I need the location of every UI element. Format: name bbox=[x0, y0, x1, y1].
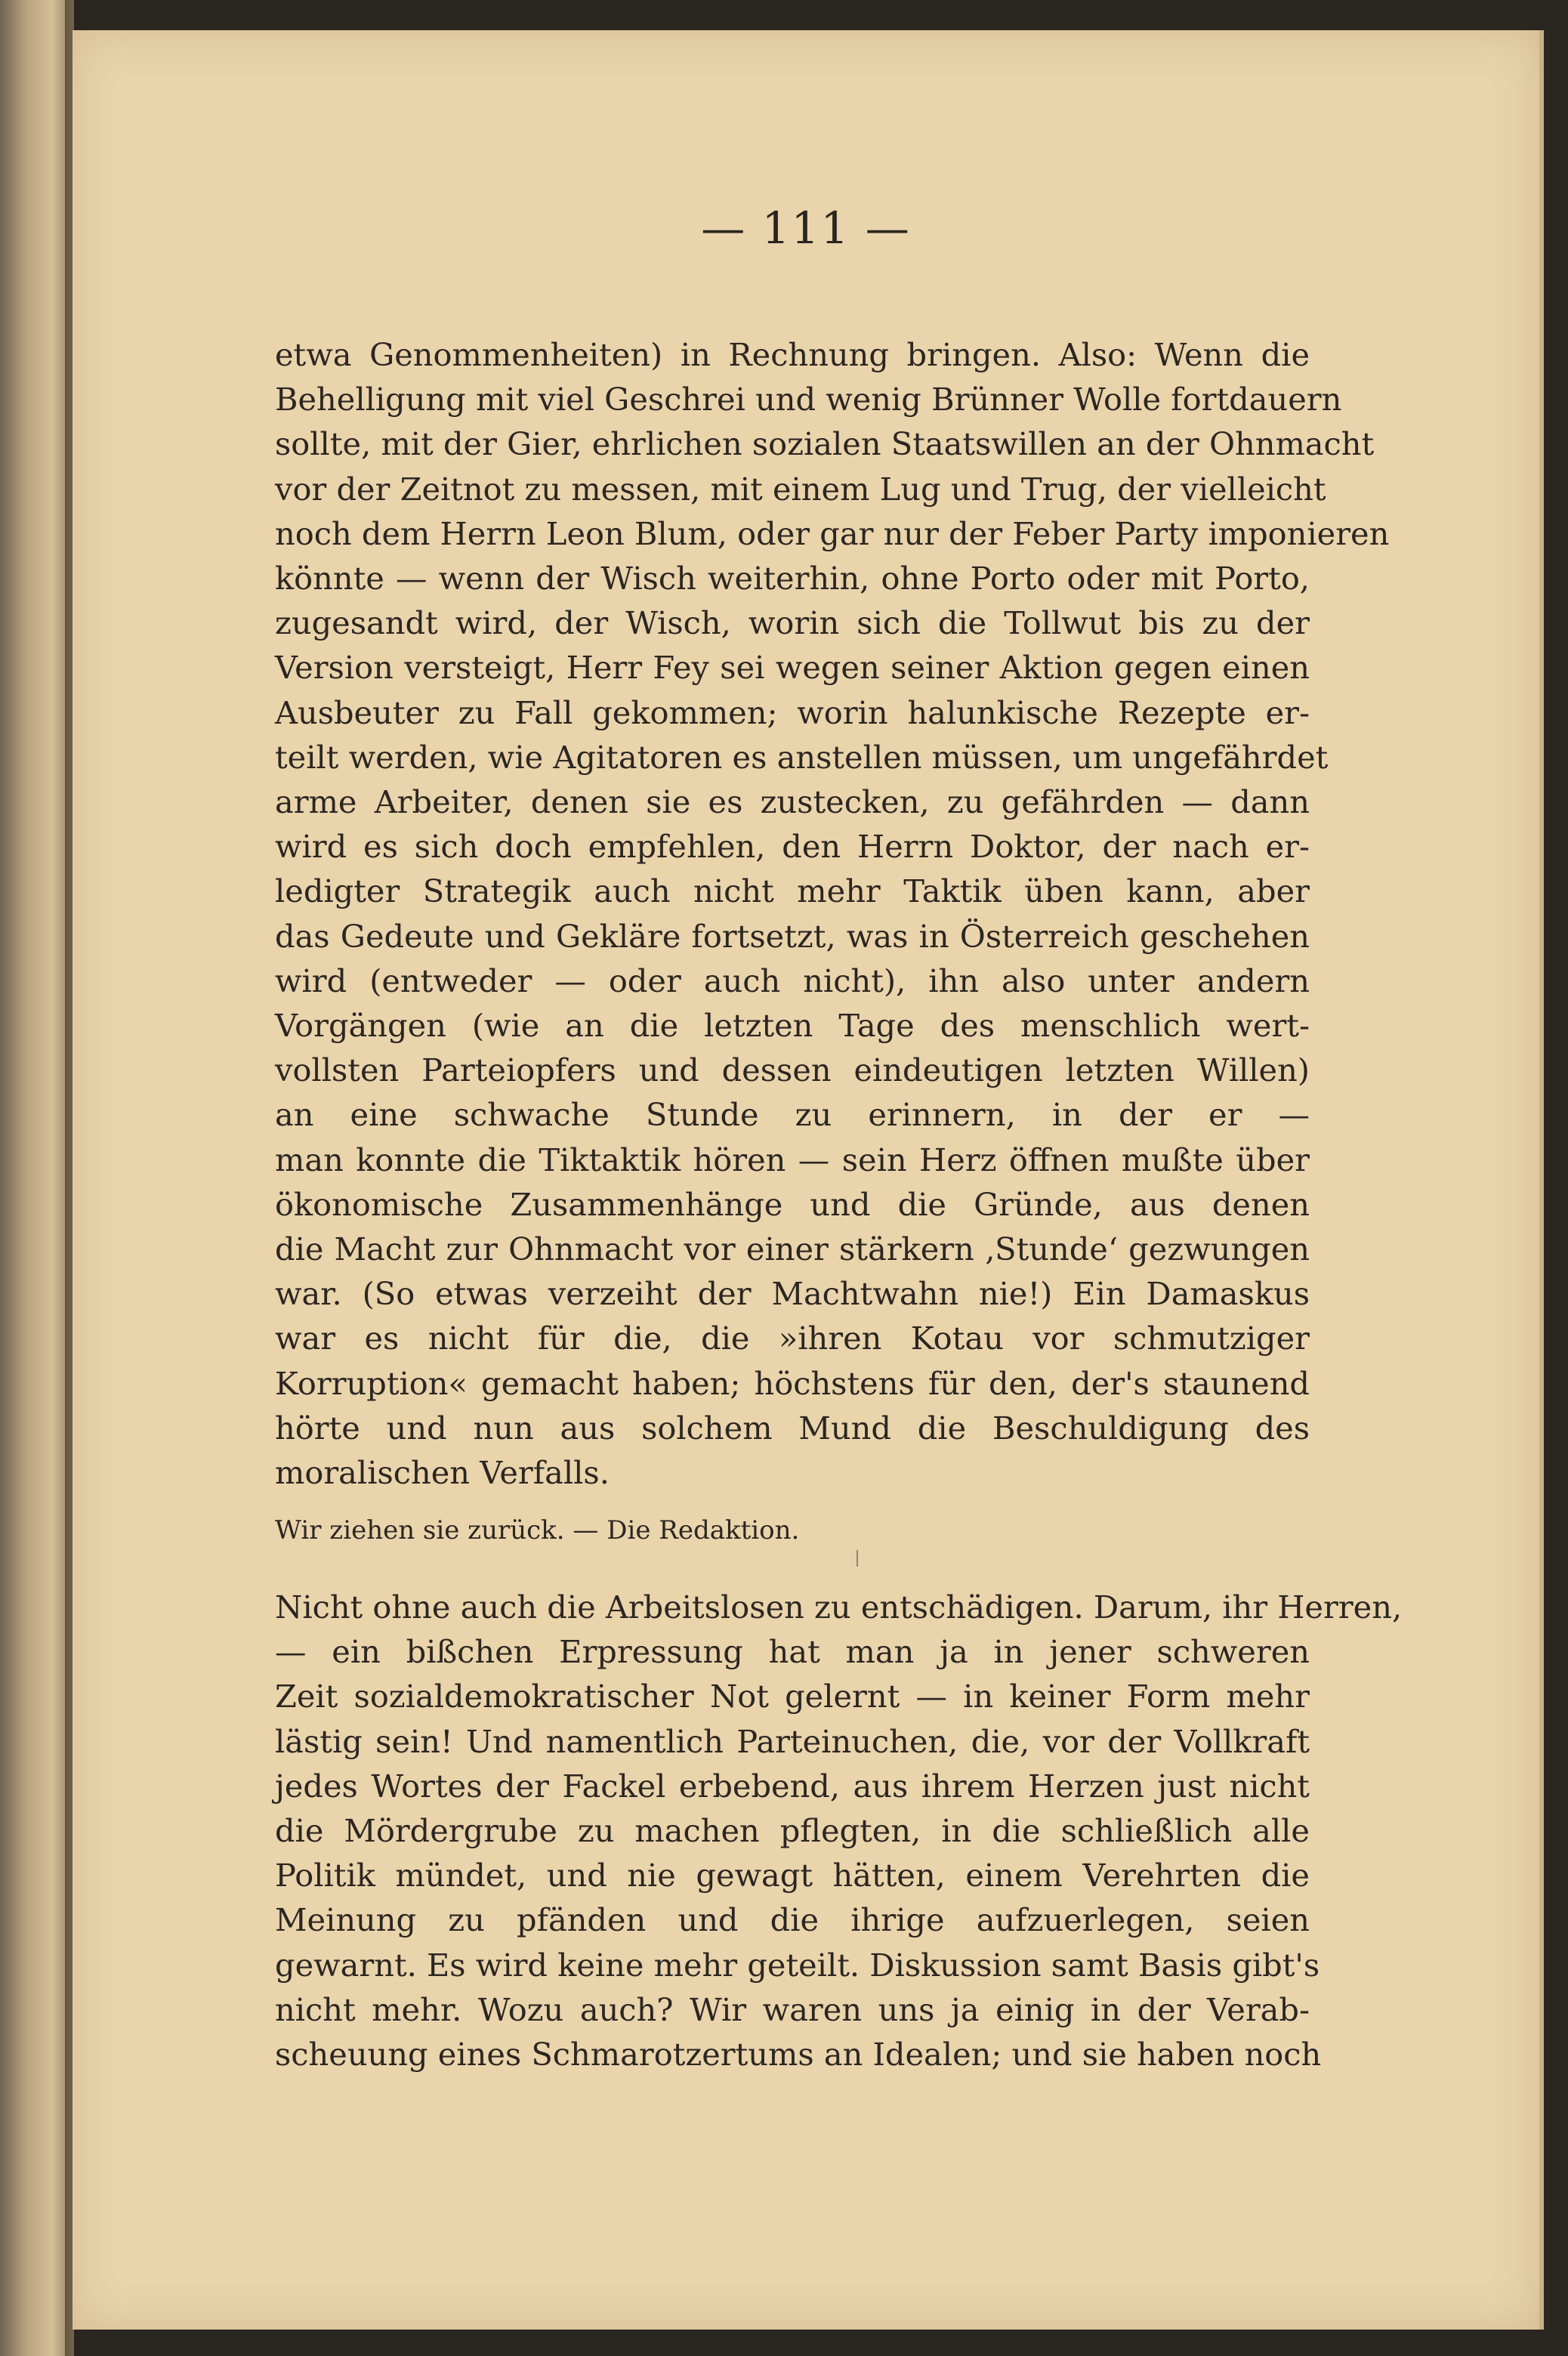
text-line: vor der Zeitnot zu messen, mit einem Lug und Trug, der vielleicht bbox=[275, 470, 1326, 508]
text-line: Nicht ohne auch die Arbeitslosen zu entschädigen. Darum, ihr Herren, bbox=[275, 1589, 1403, 1626]
text-line: vollsten Parteiopfers und dessen eindeutigen letzten Willen) bbox=[275, 1051, 1310, 1089]
text-line: ledigter Strategik auch nicht mehr Taktik üben kann, aber bbox=[275, 872, 1310, 910]
text-line: — ein bißchen Erpressung hat man ja in jener schweren bbox=[275, 1633, 1310, 1671]
text-line: die Mördergrube zu machen pflegten, in die schließlich alle bbox=[275, 1812, 1310, 1850]
text-line: Ausbeuter zu Fall gekommen; worin halunkische Rezepte er- bbox=[275, 693, 1310, 731]
text-line: Politik mündet, und nie gewagt hätten, einem Verehrten die bbox=[275, 1857, 1310, 1894]
text-line: noch dem Herrn Leon Blum, oder gar nur der Feber Party imponieren bbox=[275, 514, 1390, 552]
text-line: wird es sich doch empfehlen, den Herrn Doktor, der nach er- bbox=[275, 828, 1310, 866]
text-line: Zeit sozialdemokratischer Not gelernt — in keiner Form mehr bbox=[275, 1678, 1310, 1715]
text-line: Meinung zu pfänden und die ihrige aufzuerlegen, seien bbox=[275, 1901, 1310, 1939]
text-line: teilt werden, wie Agitatoren es anstellen müssen, um ungefährdet bbox=[275, 738, 1329, 776]
book-page bbox=[73, 30, 1544, 2330]
text-line: man konnte die Tiktaktik hören — sein Herz öffnen mußte über bbox=[275, 1141, 1310, 1178]
text-line: Korruption« gemacht haben; höchstens für den, der's staunend bbox=[275, 1364, 1310, 1402]
pencil-mark bbox=[857, 1550, 858, 1567]
text-line: hörte und nun aus solchem Mund die Beschuldigung des bbox=[275, 1409, 1310, 1447]
text-line: zugesandt wird, der Wisch, worin sich die Tollwut bis zu der bbox=[275, 604, 1310, 642]
text-line: jedes Wortes der Fackel erbebend, aus ihrem Herzen just nicht bbox=[275, 1767, 1310, 1805]
text-line: scheuung eines Schmarotzertums an Idealen; und sie haben noch bbox=[275, 2036, 1322, 2073]
text-line: war es nicht für die, die »ihren Kotau vor schmutziger bbox=[275, 1320, 1310, 1357]
text-line: die Macht zur Ohnmacht vor einer stärkern ‚Stunde‘ gezwungen bbox=[275, 1230, 1310, 1268]
text-line: das Gedeute und Gekläre fortsetzt, was in Österreich geschehen bbox=[275, 917, 1310, 955]
text-line: etwa Genommenheiten) in Rechnung bringen. Also: Wenn die bbox=[275, 336, 1310, 373]
text-line: moralischen Verfalls. bbox=[275, 1454, 610, 1492]
paragraph-2 bbox=[275, 1585, 1403, 2077]
text-line: arme Arbeiter, denen sie es zustecken, zu gefährden — dann bbox=[275, 783, 1310, 821]
text-line: lästig sein! Und namentlich Parteinuchen, die, vor der Vollkraft bbox=[275, 1722, 1310, 1760]
text-line: gewarnt. Es wird keine mehr geteilt. Diskussion samt Basis gibt's bbox=[275, 1946, 1320, 1984]
text-line: sollte, mit der Gier, ehrlichen sozialen Staatswillen an der Ohnmacht bbox=[275, 425, 1375, 463]
text-line: Version versteigt, Herr Fey sei wegen seiner Aktion gegen einen bbox=[275, 649, 1310, 687]
paragraph-1 bbox=[275, 332, 1390, 1495]
editor-note: Wir ziehen sie zurück. — Die Redaktion. bbox=[275, 1515, 800, 1545]
text-line: Behelligung mit viel Geschrei und wenig Brünner Wolle fortdauern bbox=[275, 381, 1342, 418]
text-line: könnte — wenn der Wisch weiterhin, ohne Porto oder mit Porto, bbox=[275, 560, 1310, 597]
left-page-edge bbox=[0, 0, 74, 2356]
text-line: Vorgängen (wie an die letzten Tage des menschlich wert- bbox=[275, 1007, 1310, 1045]
text-line: ökonomische Zusammenhänge und die Gründe, aus denen bbox=[275, 1185, 1310, 1223]
text-line: war. (So etwas verzeiht der Machtwahn nie!) Ein Damaskus bbox=[275, 1275, 1310, 1313]
text-line: nicht mehr. Wozu auch? Wir waren uns ja einig in der Verab- bbox=[275, 1990, 1310, 2028]
text-line: an eine schwache Stunde zu erinnern, in der er — bbox=[275, 1096, 1310, 1134]
page-number: — 111 — bbox=[701, 202, 911, 254]
text-line: wird (entweder — oder auch nicht), ihn also unter andern bbox=[275, 962, 1310, 999]
